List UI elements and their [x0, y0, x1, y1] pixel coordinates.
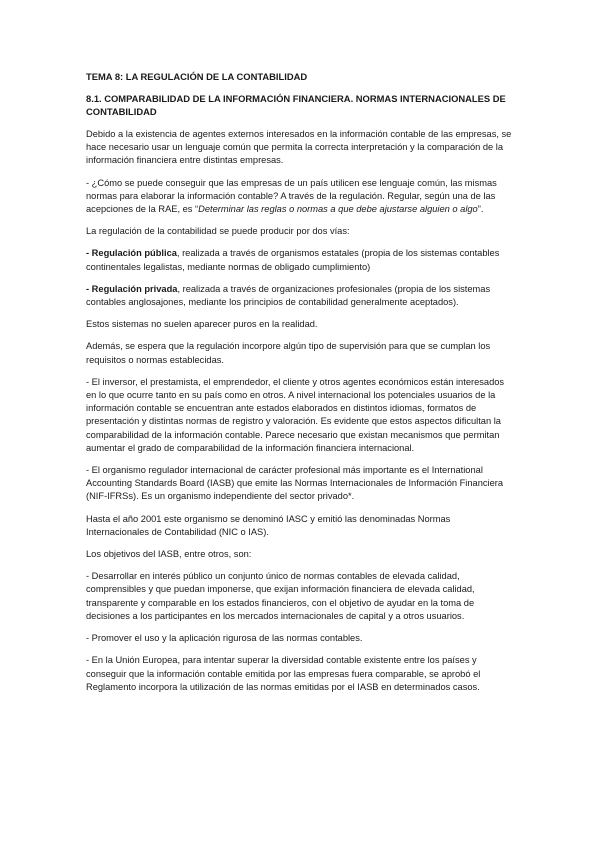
paragraph-text: ”. — [477, 204, 484, 215]
document-title: TEMA 8: LA REGULACIÓN DE LA CONTABILIDAD — [86, 71, 308, 82]
paragraph-private-regulation — [86, 283, 514, 309]
paragraph-pure-systems: Estos sistemas no suelen aparecer puros en la realidad. — [86, 319, 318, 330]
paragraph-text: , realizada a través de organismos estatales (propia de los sistemas contables continentales legalistas, mediante normas de obligado cumplimiento) — [86, 248, 500, 272]
bold-term: - Regulación privada — [86, 283, 178, 294]
section-heading: 8.1. COMPARABILIDAD DE LA INFORMACIÓN FINANCIERA. NORMAS INTERNACIONALES DE CONTABILIDAD — [86, 93, 506, 117]
paragraph-supervision: Además, se espera que la regulación incorpore algún tipo de supervisión para que se cumplan los requisitos o normas establecidas. — [86, 341, 491, 365]
paragraph-objective-standards: - Desarrollar en interés público un conjunto único de normas contables de elevada calidad, comprensibles y que puedan imponerse, que exijan información financiera de elevada calidad, transparente y comparable en los estados financieros, con el objetivo de ayudar en la toma de decisiones a los participantes en los mercados internacionales de capital y a otros usuarios. — [86, 571, 475, 621]
paragraph-international-users: - El inversor, el prestamista, el emprendedor, el cliente y otros agentes económicos están interesados en lo que ocurre tanto en su país como en otros. A nivel internacional los potenciales usuarios de la información contable se encuentran ante estados elaborados en distintos idiomas, formatos de presentación y distintas normas de registro y valoración. Es evidente que estos aspectos dificultan la comparabilidad de la información contable. Parece necesario que existan mecanismos que permitan aumentar el grado de comparabilidad de la información financiera internacional. — [86, 376, 505, 453]
paragraph-iasc: Hasta el año 2001 este organismo se denominó IASC y emitió las denominadas Normas Internacionales de Contabilidad (NIC o IAS). — [86, 513, 451, 537]
paragraph-objective-promote: - Promover el uso y la aplicación rigurosa de las normas contables. — [86, 633, 363, 644]
paragraph-text: , realizada a través de organizaciones profesionales (propia de los sistemas contables anglosajones, mediante los principios de contabilidad generalmente aceptados). — [86, 283, 491, 308]
rae-quote: Determinar las reglas o normas a que debe ajustarse alguien o algo — [198, 204, 478, 215]
paragraph-intro: Debido a la existencia de agentes externos interesados en la información contable de las empresas, se hace necesario usar un lenguaje común que permita la correcta interpretación y la comparación de la información financiera entre distintas empresas. — [86, 129, 512, 166]
paragraph-objectives-intro: Los objetivos del IASB, entre otros, son: — [86, 549, 252, 560]
paragraph-iasb: - El organismo regulador internacional de carácter profesional más importante es el International Accounting Standards Board (IASB) que emite las Normas Internacionales de Información Financiera (NIF-IFRSs). Es un organismo independiente del sector privado*. — [86, 465, 504, 502]
paragraph-text: - ¿Cómo se puede conseguir que las empresas de un país utilicen ese lenguaje común, las mismas normas para elaborar la información contable? A través de la regulación. Regular, según una de las acepciones de la RAE, es “ — [86, 177, 497, 215]
bold-term: - Regulación pública — [86, 248, 177, 259]
paragraph-public-regulation — [86, 247, 514, 273]
paragraph-two-ways: La regulación de la contabilidad se puede producir por dos vías: — [86, 226, 350, 237]
paragraph-european-union: - En la Unión Europea, para intentar superar la diversidad contable existente entre los países y conseguir que la información contable emitida por las empresas fuera comparable, se aprobó el Reglamento incorpora la utilización de las normas emitidas por el IASB en determinados casos. — [86, 655, 481, 692]
paragraph-regulation-question — [86, 177, 514, 217]
